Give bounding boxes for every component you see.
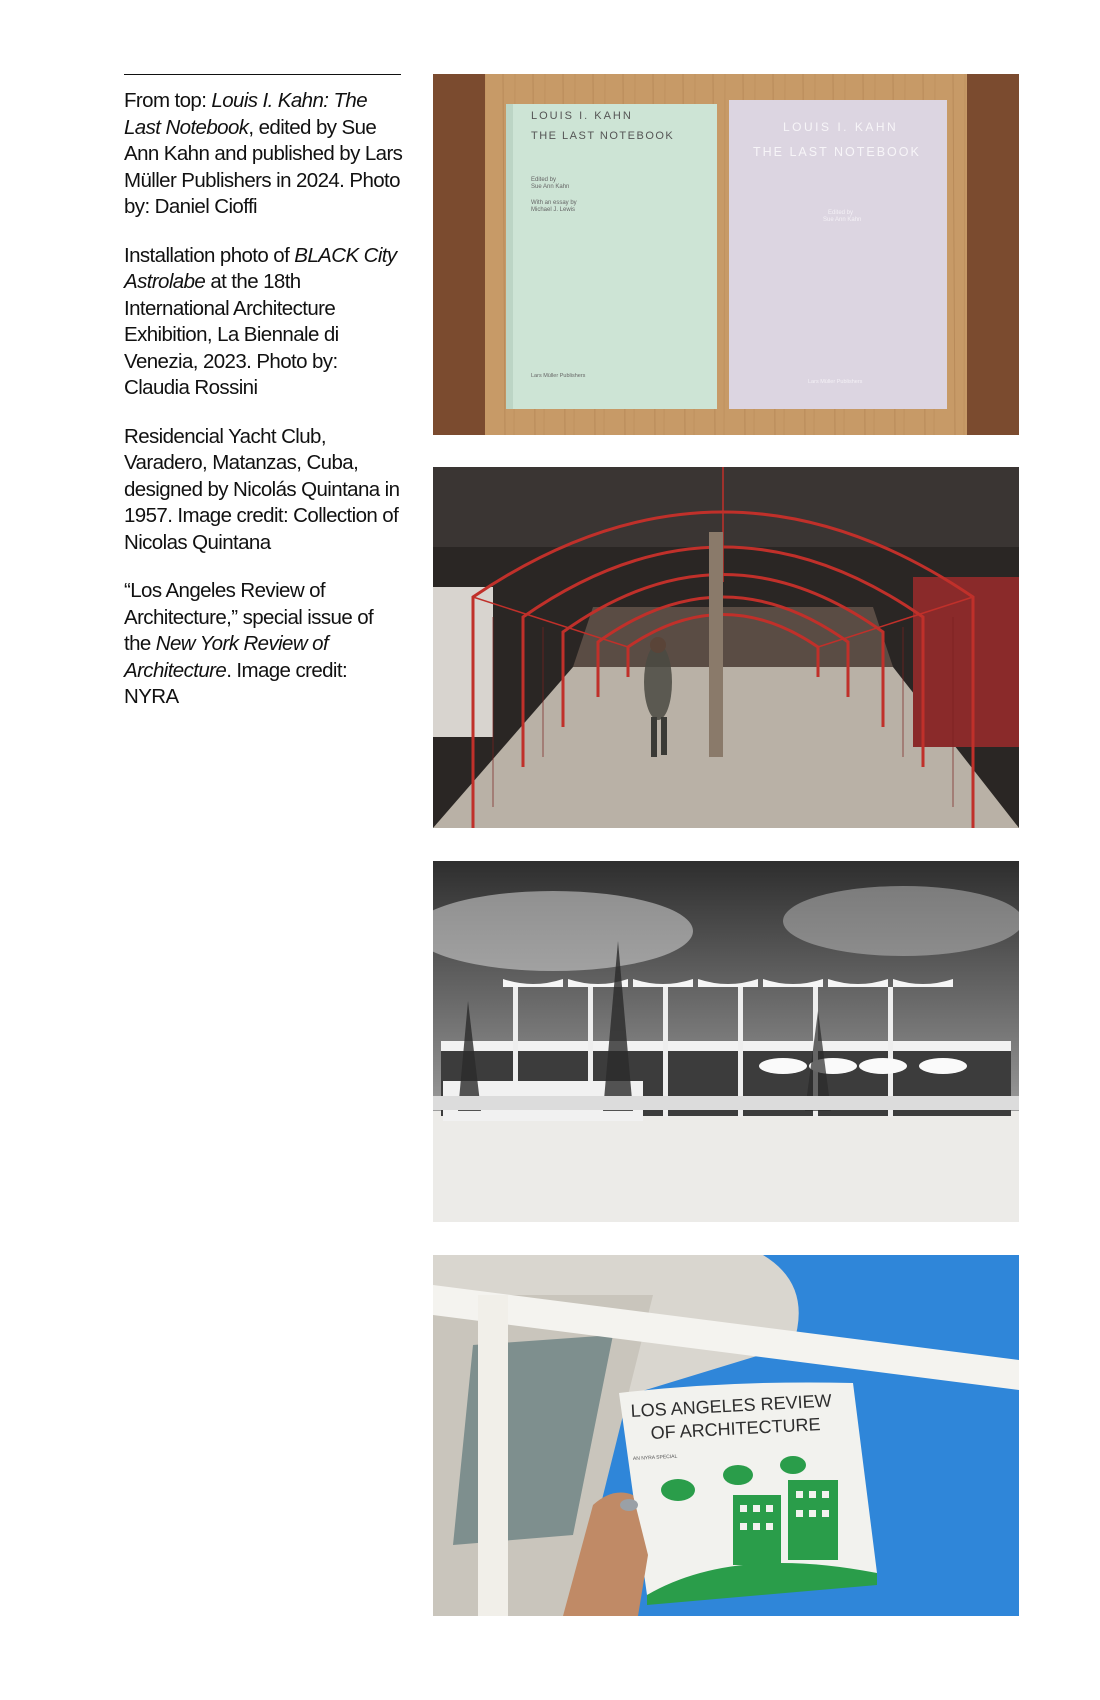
svg-text:Lars Müller Publishers: Lars Müller Publishers (808, 379, 863, 385)
svg-text:LOUIS I. KAHN: LOUIS I. KAHN (783, 120, 899, 134)
photo-yacht-club (433, 861, 1019, 1222)
photo-books (433, 74, 1019, 435)
svg-text:Sue Ann Kahn: Sue Ann Kahn (531, 184, 570, 190)
photo-newspaper (433, 1255, 1019, 1616)
caption-4: “Los Angeles Review of Architecture,” special issue of the New York Review of Architecture. Image credit: NYRA (124, 579, 374, 708)
svg-text:THE LAST NOTEBOOK: THE LAST NOTEBOOK (531, 130, 675, 142)
svg-text:Edited by: Edited by (531, 177, 557, 183)
svg-text:Edited by: Edited by (828, 210, 854, 216)
svg-text:LOUIS I. KAHN: LOUIS I. KAHN (531, 110, 633, 122)
newspaper-illustration (433, 1255, 1019, 1616)
svg-text:With an essay by: With an essay by (531, 200, 577, 206)
books-illustration (433, 74, 1019, 435)
caption-2: Installation photo of BLACK City Astrolabe at the 18th International Architecture Exhibition, La Biennale di Venezia, 2023. Photo by: Claudia Rossini (124, 243, 397, 399)
svg-text:AN NYRA SPECIAL: AN NYRA SPECIAL (632, 1453, 678, 1462)
caption-rule (124, 74, 401, 75)
photo-installation (433, 467, 1019, 828)
caption-3: Residencial Yacht Club, Varadero, Matanzas, Cuba, designed by Nicolás Quintana in 1957. Image credit: Collection of Nicolas Quintana (124, 424, 400, 554)
svg-text:Michael J. Lewis: Michael J. Lewis (531, 207, 576, 213)
installation-illustration (433, 467, 1019, 828)
svg-text:Sue Ann Kahn: Sue Ann Kahn (823, 217, 862, 223)
caption-column (124, 88, 404, 733)
svg-text:OF ARCHITECTURE: OF ARCHITECTURE (650, 1414, 821, 1443)
caption-1: From top: Louis I. Kahn: The Last Notebook, edited by Sue Ann Kahn and published by Lars Müller Publishers in 2024. Photo by: Daniel Cioffi (124, 89, 403, 218)
svg-text:THE LAST NOTEBOOK: THE LAST NOTEBOOK (753, 145, 921, 159)
yacht-club-illustration (433, 861, 1019, 1222)
svg-text:LOS ANGELES REVIEW: LOS ANGELES REVIEW (630, 1390, 833, 1421)
svg-text:Lars Müller Publishers: Lars Müller Publishers (531, 373, 586, 379)
